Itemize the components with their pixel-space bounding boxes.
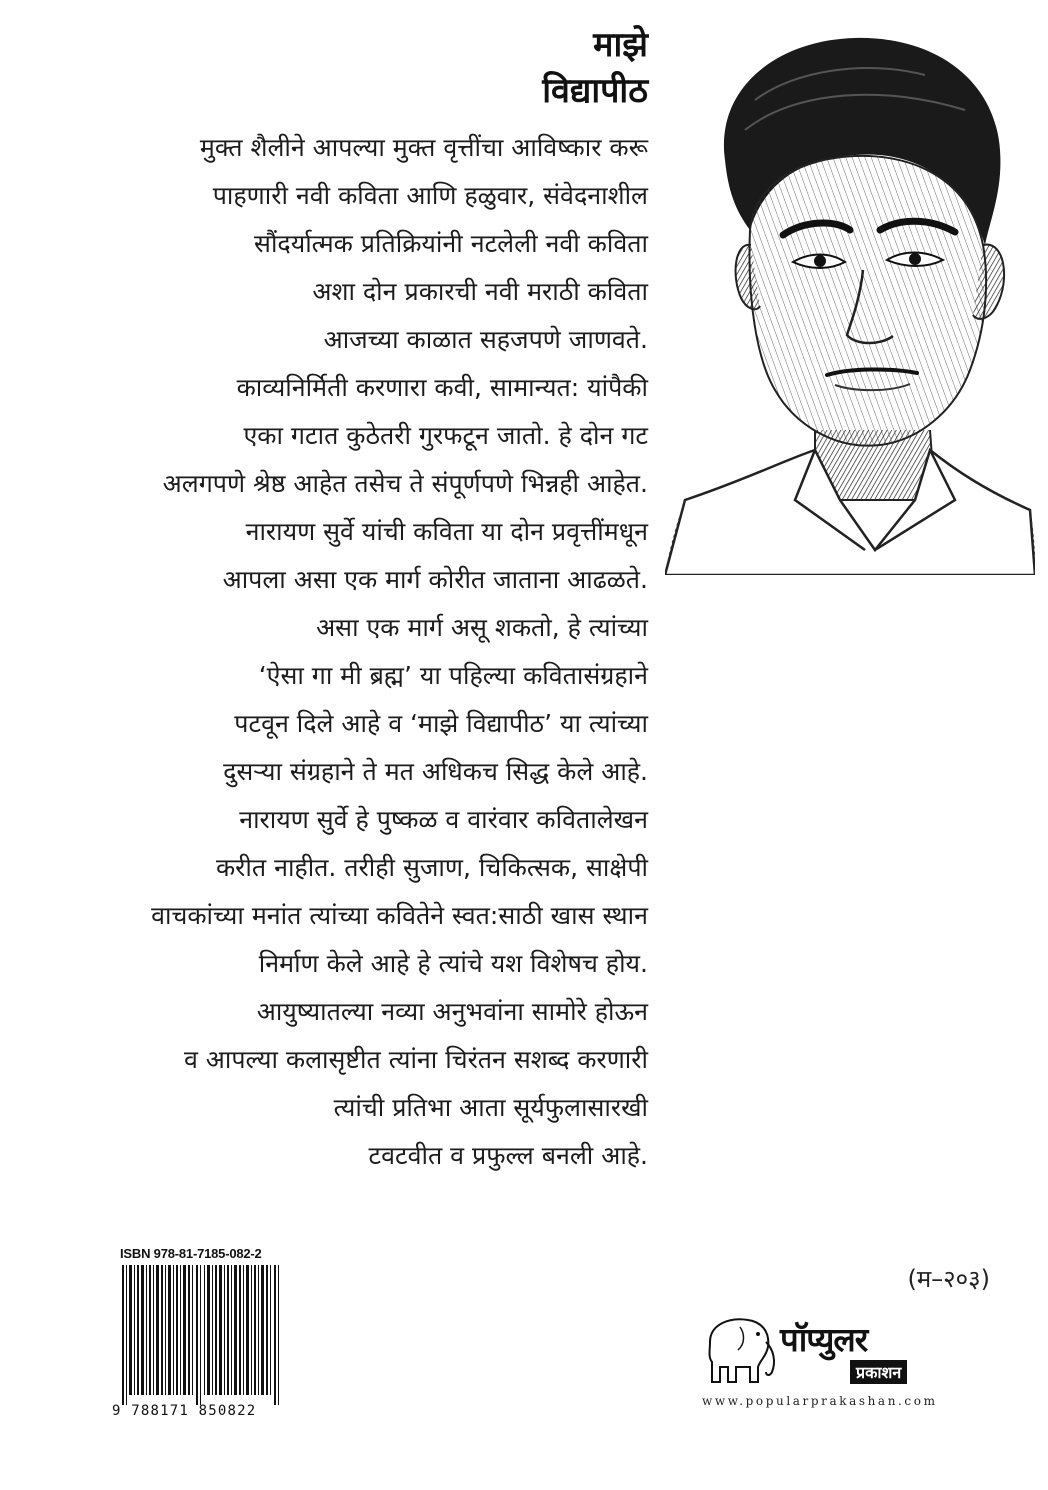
blurb-line: ‘ऐसा गा मी ब्रह्म’ या पहिल्या कवितासंग्रहाने [258, 661, 648, 690]
title-line-1: माझे [593, 25, 648, 65]
blurb-line: असा एक मार्ग असू शकतो, हे त्यांच्या [316, 613, 648, 642]
elephant-icon [700, 1312, 780, 1387]
blurb-line: त्यांची प्रतिभा आता सूर्यफुलासारखी [333, 1093, 648, 1122]
blurb-line: काव्यनिर्मिती करणारा कवी, सामान्यत: यांपैकी [236, 373, 648, 402]
blurb-line: अशा दोन प्रकारची नवी मराठी कविता [312, 277, 648, 306]
publisher-url: www.popularprakashan.com [702, 1394, 938, 1408]
book-title [542, 22, 648, 114]
blurb-line: वाचकांच्या मनांत त्यांच्या कवितेने स्वत:साठी खास स्थान [151, 901, 648, 930]
blurb-line: आपला असा एक मार्ग कोरीत जाताना आढळते. [222, 565, 648, 594]
blurb-line: व आपल्या कलासृष्टीत त्यांना चिरंतन सशब्द करणारी [183, 1045, 648, 1074]
blurb-line: नारायण सुर्वे हे पुष्कळ व वारंवार कवितालेखन [239, 805, 648, 834]
publisher-subtitle: प्रकाशन [850, 1360, 907, 1384]
publisher-name: पॉप्युलर [780, 1320, 868, 1359]
blurb-line: पाहणारी नवी कविता आणि हळुवार, संवेदनाशील [212, 181, 648, 210]
blurb-line: निर्माण केले आहे हे त्यांचे यश विशेषच होय. [258, 949, 648, 978]
isbn-label: ISBN 978-81-7185-082-2 [120, 1246, 262, 1261]
author-portrait-image [665, 30, 1035, 575]
isbn-barcode [112, 1246, 302, 1419]
back-cover-blurb [28, 124, 648, 1180]
barcode-bars [112, 1265, 297, 1405]
blurb-line: दुसऱ्या संग्रहाने ते मत अधिकच सिद्ध केले आहे. [223, 757, 648, 786]
catalog-code: (म–२०३) [907, 1265, 990, 1293]
publisher-logo [700, 1312, 1000, 1422]
blurb-line: नारायण सुर्वे यांची कविता या दोन प्रवृत्तींमधून [245, 517, 648, 546]
blurb-line: पटवून दिले आहे व ‘माझे विद्यापीठ’ या त्यांच्या [234, 709, 648, 738]
blurb-line: आयुष्यातल्या नव्या अनुभवांना सामोरे होऊन [256, 997, 648, 1026]
title-line-2: विद्यापीठ [542, 71, 648, 111]
blurb-line: मुक्त शैलीने आपल्या मुक्त वृत्तींचा आविष्कार करू [199, 133, 648, 162]
blurb-line: सौंदर्यात्मक प्रतिक्रियांनी नटलेली नवी कविता [254, 229, 648, 258]
blurb-line: एका गटात कुठेतरी गुरफटून जातो. हे दोन गट [243, 421, 648, 450]
blurb-line: टवटवीत व प्रफुल्ल बनली आहे. [368, 1141, 648, 1170]
blurb-line: अलगपणे श्रेष्ठ आहेत तसेच ते संपूर्णपणे भिन्नही आहेत. [162, 469, 648, 498]
barcode-digits: 9 788171 850822 [112, 1403, 257, 1419]
blurb-line: आजच्या काळात सहजपणे जाणवते. [323, 325, 648, 354]
blurb-line: करीत नाहीत. तरीही सुजाण, चिकित्सक, साक्षेपी [215, 853, 648, 882]
